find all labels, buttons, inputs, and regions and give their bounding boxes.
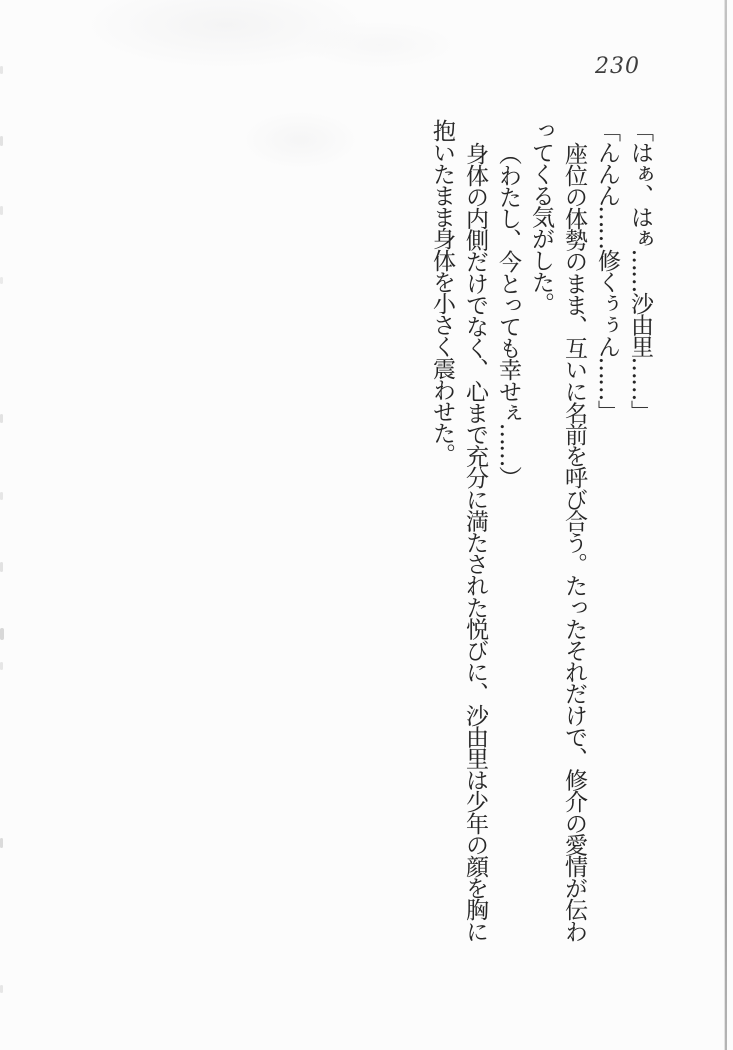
text-line-narrative-2: 身体の内側だけでなく、心まで充分に満たされた悦びに、沙由里は少年の顔を胸に	[462, 142, 488, 942]
scan-mark	[0, 562, 3, 572]
scan-smudge	[300, 20, 460, 70]
scan-mark	[0, 136, 3, 146]
text-block	[425, 119, 656, 953]
text-line-narrative-2-continued: 抱いたまま身体を小さく震わせた。	[429, 119, 455, 465]
scan-mark	[0, 277, 3, 284]
scan-mark	[0, 662, 3, 670]
scan-mark	[0, 66, 3, 74]
scan-mark	[0, 628, 4, 640]
scan-mark	[0, 414, 3, 423]
page-number: 230	[595, 54, 640, 79]
page-edge-line	[725, 0, 727, 1050]
text-line-narrative-1: 座位の体勢のまま、互いに名前を呼び合う。たったそれだけで、修介の愛情が伝わ	[561, 142, 587, 942]
text-line-dialogue-1: 「はぁ、はぁ……沙由里……」	[627, 119, 653, 422]
text-line-narrative-1-continued: ってくる気がした。	[528, 119, 554, 314]
scan-mark	[0, 838, 3, 848]
scan-mark	[0, 206, 3, 215]
scan-smudge	[240, 110, 360, 170]
scan-mark	[0, 985, 3, 993]
text-line-dialogue-2: 「んんん……修くぅぅん……」	[594, 119, 620, 422]
text-line-thought: （わたし、今とっても幸せぇ……）	[495, 142, 521, 488]
scan-mark	[0, 492, 3, 500]
